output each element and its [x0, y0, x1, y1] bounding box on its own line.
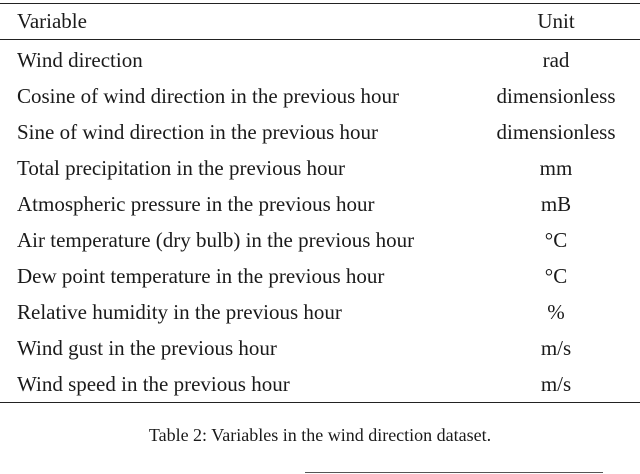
cell-unit: m/s	[540, 372, 572, 396]
table-row	[0, 330, 640, 366]
cell-unit: m/s	[540, 336, 572, 360]
cell-unit: °C	[544, 264, 568, 288]
table-row	[0, 294, 640, 330]
header-variable: Variable	[17, 9, 87, 33]
table-row	[0, 114, 640, 150]
table-row	[0, 78, 640, 114]
cell-variable: Sine of wind direction in the previous hour	[17, 120, 379, 144]
table-body	[0, 40, 640, 403]
cell-variable: Air temperature (dry bulb) in the previous hour	[17, 228, 415, 252]
table-row	[0, 366, 640, 403]
cell-variable: Total precipitation in the previous hour	[17, 156, 346, 180]
cell-variable: Relative humidity in the previous hour	[17, 300, 342, 324]
cell-variable: Atmospheric pressure in the previous hour	[17, 192, 375, 216]
table-row	[0, 40, 640, 79]
cell-variable: Wind speed in the previous hour	[17, 372, 290, 396]
table-row	[0, 186, 640, 222]
variables-table-container	[0, 3, 640, 403]
table-row	[0, 222, 640, 258]
variables-table	[0, 3, 640, 403]
table-row	[0, 150, 640, 186]
cell-unit: °C	[544, 228, 568, 252]
table-header	[0, 4, 640, 40]
header-row	[0, 4, 640, 40]
header-unit: Unit	[537, 9, 575, 33]
cell-variable: Cosine of wind direction in the previous hour	[17, 84, 400, 108]
table-caption: Table 2: Variables in the wind direction dataset.	[148, 425, 492, 445]
cell-unit: mm	[539, 156, 573, 180]
cell-unit: dimensionless	[496, 120, 616, 144]
table-row	[0, 258, 640, 294]
cell-variable: Wind gust in the previous hour	[17, 336, 277, 360]
cell-unit: mB	[540, 192, 572, 216]
cell-unit: dimensionless	[496, 84, 616, 108]
footnote-divider	[305, 472, 603, 473]
cell-unit: %	[547, 300, 565, 324]
cell-variable: Wind direction	[17, 48, 143, 72]
cell-unit: rad	[542, 48, 570, 72]
cell-variable: Dew point temperature in the previous hour	[17, 264, 385, 288]
